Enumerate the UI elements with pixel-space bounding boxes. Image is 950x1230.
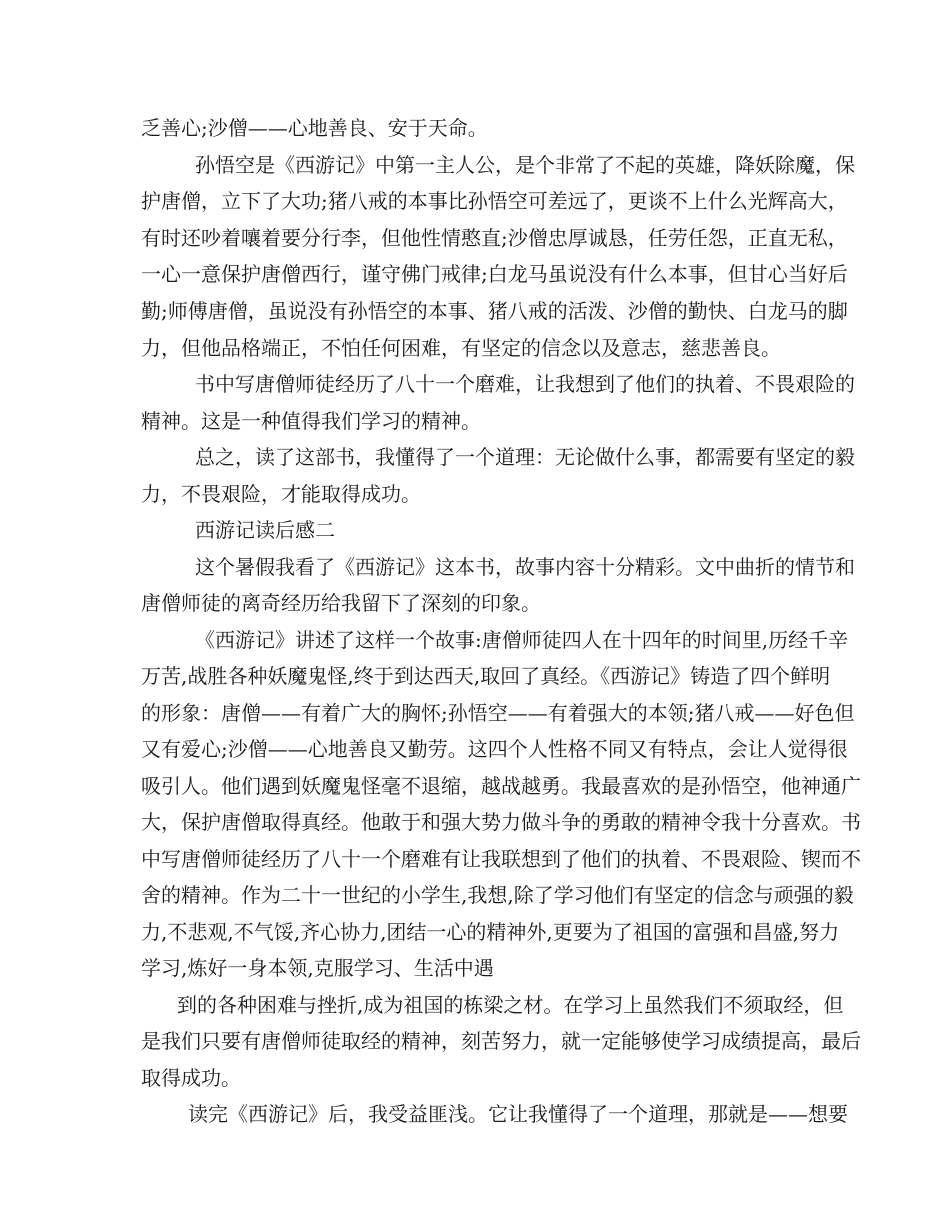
text-line: 读完《西游记》后，我受益匪浅。它让我懂得了一个道理，那就是——想要 [188, 1102, 848, 1126]
text-line: 有时还吵着嚷着要分行李，但他性情憨直;沙僧忠厚诚恳，任劳任怨，正直无私， [141, 226, 848, 250]
text-line: 勤;师傅唐僧，虽说没有孙悟空的本事、猪八戒的活泼、沙僧的勤快、白龙马的脚 [141, 299, 848, 323]
text-line: 力,不悲观,不气馁,齐心协力,团结一心的精神外,更要为了祖国的富强和昌盛,努力 [141, 920, 840, 944]
text-line: 学习,炼好一身本领,克服学习、生活中遇 [141, 956, 494, 980]
text-line: 大，保护唐僧取得真经。他敢于和强大势力做斗争的勇敢的精神令我十分喜欢。书 [141, 810, 861, 834]
text-line: 唐僧师徒的离奇经历给我留下了深刻的印象。 [141, 591, 541, 615]
text-line: 是我们只要有唐僧师徒取经的精神，刻苦努力，就一定能够使学习成绩提高，最后 [141, 1029, 861, 1053]
text-line: 到的各种困难与挫折,成为祖国的栋梁之材。在学习上虽然我们不须取经，但 [177, 993, 844, 1017]
text-line: 总之，读了这部书，我懂得了一个道理：无论做什么事，都需要有坚定的毅 [195, 445, 855, 469]
text-line: 这个暑假我看了《西游记》这本书，故事内容十分精彩。文中曲折的情节和 [195, 555, 855, 579]
text-line: 力，但他品格端正，不怕任何困难，有坚定的信念以及意志，慈悲善良。 [141, 336, 781, 360]
text-line: 舍的精神。作为二十一世纪的小学生,我想,除了学习他们有坚定的信念与顽强的毅 [141, 883, 854, 907]
text-line: 一心一意保护唐僧西行，谨守佛门戒律;白龙马虽说没有什么本事，但甘心当好后 [141, 262, 848, 286]
text-line: 中写唐僧师徒经历了八十一个磨难有让我联想到了他们的执着、不畏艰险、锲而不 [141, 847, 861, 871]
text-line: 《西游记》讲述了这样一个故事:唐僧师徒四人在十四年的时间里,历经千辛 [195, 628, 849, 652]
text-line: 的形象：唐僧——有着广大的胸怀;孙悟空——有着强大的本领;猪八戒——好色但 [141, 701, 855, 725]
text-line: 精神。这是一种值得我们学习的精神。 [141, 409, 481, 433]
text-line: 取得成功。 [141, 1066, 241, 1090]
text-line: 护唐僧，立下了大功;猪八戒的本事比孙悟空可差远了，更谈不上什么光辉高大， [141, 189, 848, 213]
text-line: 万苦,战胜各种妖魔鬼怪,终于到达西天,取回了真经。《西游记》铸造了四个鲜明 [141, 664, 831, 688]
section-heading: 西游记读后感二 [195, 518, 335, 542]
text-line: 乏善心;沙僧——心地善良、安于天命。 [141, 116, 488, 140]
text-line: 吸引人。他们遇到妖魔鬼怪毫不退缩，越战越勇。我最喜欢的是孙悟空，他神通广 [141, 774, 861, 798]
text-line: 书中写唐僧师徒经历了八十一个磨难，让我想到了他们的执着、不畏艰险的 [195, 372, 855, 396]
text-line: 力，不畏艰险，才能取得成功。 [141, 482, 421, 506]
text-line: 又有爱心;沙僧——心地善良又勤劳。这四个人性格不同又有特点，会让人觉得很 [141, 737, 848, 761]
text-line: 孙悟空是《西游记》中第一主人公，是个非常了不起的英雄，降妖除魔，保 [195, 153, 855, 177]
